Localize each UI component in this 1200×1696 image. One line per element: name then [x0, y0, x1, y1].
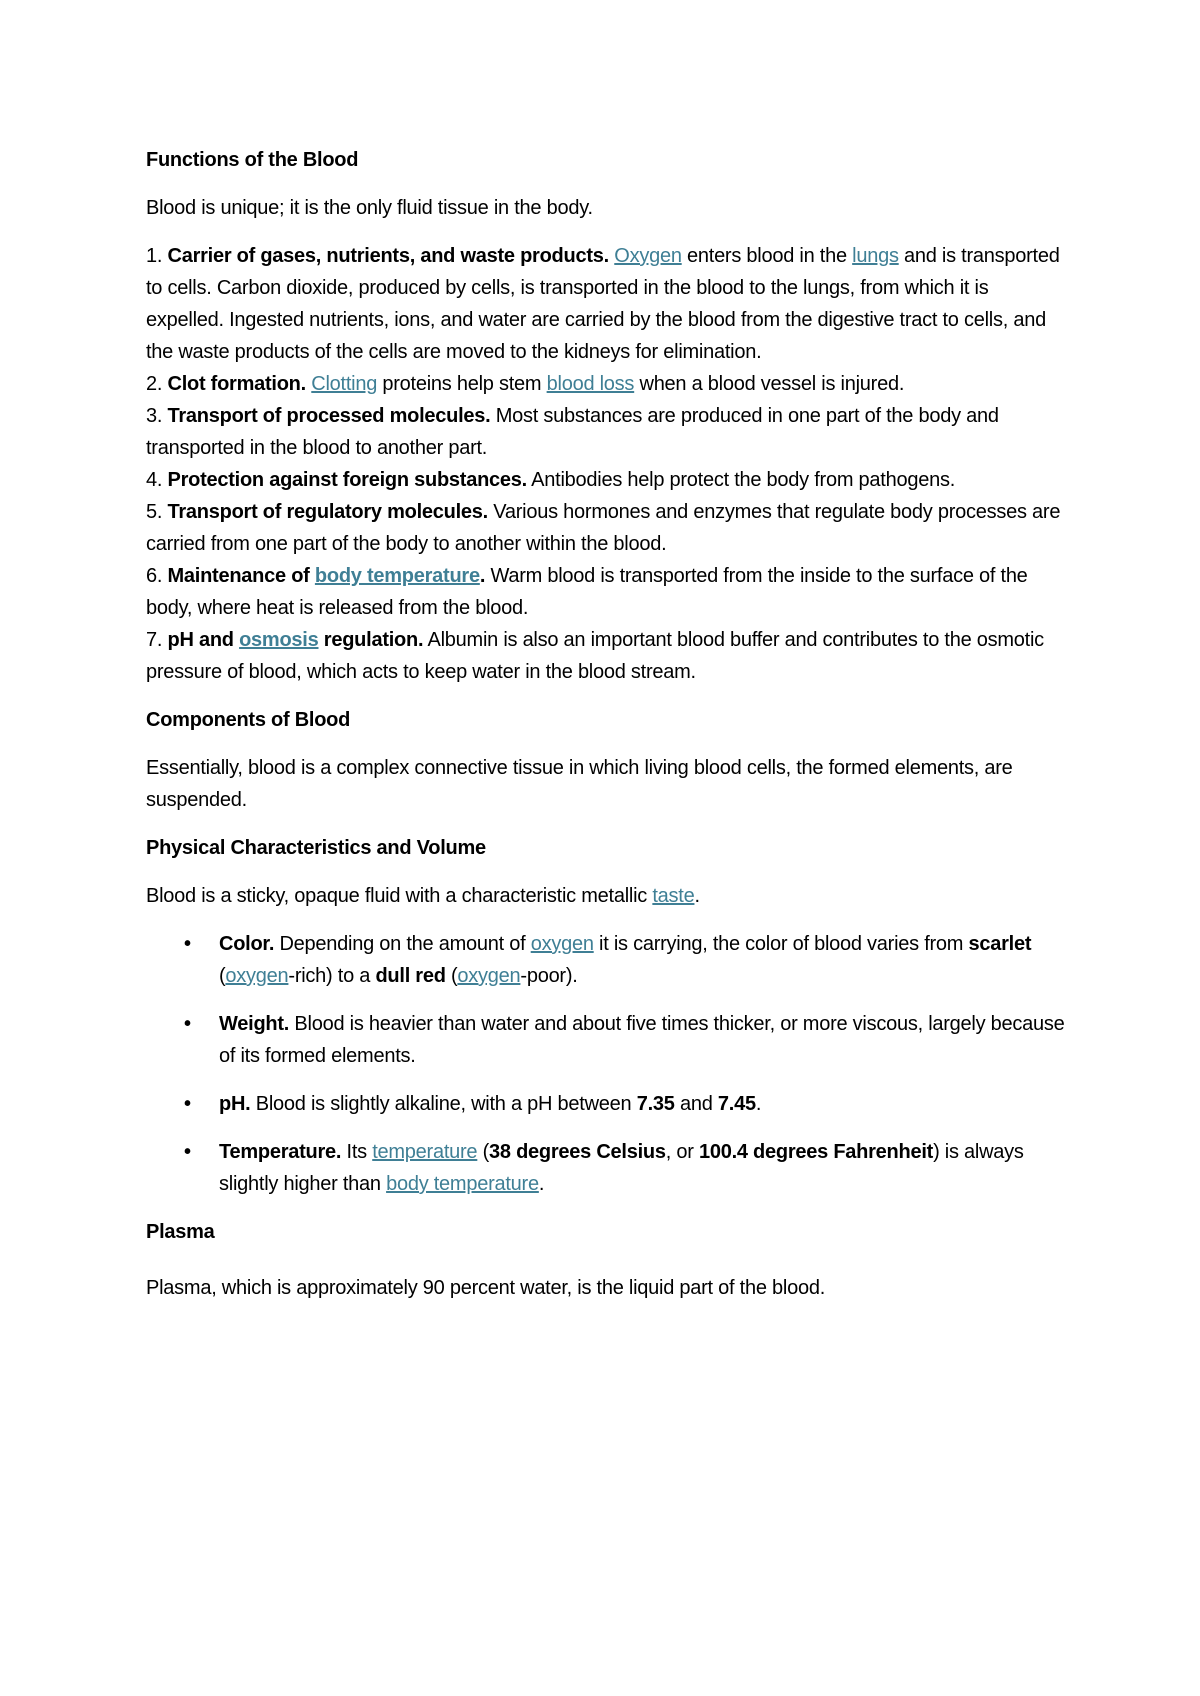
link-osmosis[interactable]: osmosis [239, 629, 319, 651]
item-title: Carrier of gases, nutrients, and waste products. [167, 245, 609, 267]
bullet-bold: dull red [375, 965, 446, 987]
bullet-label: pH. [219, 1093, 251, 1115]
link-temperature[interactable]: temperature [372, 1141, 478, 1163]
heading-components: Components of Blood [146, 709, 351, 731]
item-number: 4. [146, 469, 168, 491]
bullet-text: . [755, 1093, 762, 1115]
physical-intro-end: . [694, 885, 700, 907]
physical-intro [146, 880, 1066, 912]
bullet-text: . [538, 1173, 545, 1195]
bullet-temperature [146, 1136, 1066, 1200]
bullet-text: Its [341, 1141, 373, 1163]
functions-list [146, 240, 1066, 688]
item-number: 7. [146, 629, 168, 651]
bullet-label: Color. [219, 933, 275, 955]
item-text: Antibodies help protect the body from pathogens. [526, 469, 956, 491]
bullet-text: and [674, 1093, 718, 1115]
link-oxygen[interactable]: oxygen [457, 965, 521, 987]
components-paragraph: Essentially, blood is a complex connective tissue in which living blood cells, the formed elements, are suspended. [146, 757, 1013, 811]
bullet-icon: • [184, 1141, 191, 1163]
bullet-icon: • [184, 1013, 191, 1035]
item-text: Albumin is also an important blood buffer and contributes to the osmotic pressure of blood, which acts to keep water in the blood stream. [146, 629, 1044, 683]
function-item-1 [146, 240, 1066, 368]
link-oxygen[interactable]: Oxygen [614, 245, 682, 267]
heading-physical: Physical Characteristics and Volume [146, 837, 486, 859]
item-text: Warm blood is transported from the inside to the surface of the body, where heat is released from the blood. [146, 565, 1028, 619]
item-text: proteins help stem [377, 373, 547, 395]
item-title-end: . [479, 565, 486, 587]
item-text: enters blood in the [681, 245, 853, 267]
bullet-icon: • [184, 1093, 191, 1115]
link-oxygen[interactable]: oxygen [530, 933, 594, 955]
function-item-3 [146, 400, 1066, 464]
bullet-text: ( [445, 965, 458, 987]
bullet-text: , or [665, 1141, 699, 1163]
bullet-bold: 7.35 [636, 1093, 675, 1115]
item-number: 5. [146, 501, 168, 523]
document-page [146, 144, 1066, 1320]
heading-functions: Functions of the Blood [146, 149, 359, 171]
heading-plasma: Plasma [146, 1221, 215, 1243]
item-title: Protection against foreign substances. [167, 469, 527, 491]
item-text: Various hormones and enzymes that regulate body processes are carried from one part of the body to another within the blood. [146, 501, 1061, 555]
bullet-bold: 100.4 degrees Fahrenheit [698, 1141, 934, 1163]
bullet-text: Blood is heavier than water and about five times thicker, or more viscous, largely because of its formed elements. [219, 1013, 1065, 1067]
link-taste[interactable]: taste [652, 885, 695, 907]
bullet-bold: 7.45 [717, 1093, 756, 1115]
bullet-text: Blood is slightly alkaline, with a pH between [250, 1093, 637, 1115]
bullet-text: ) is always slightly higher than [219, 1141, 1024, 1195]
intro-paragraph: Blood is unique; it is the only fluid tissue in the body. [146, 197, 593, 219]
item-title: Clot formation. [167, 373, 306, 395]
bullet-text: Depending on the amount of [274, 933, 531, 955]
link-oxygen[interactable]: oxygen [225, 965, 289, 987]
plasma-paragraph: Plasma, which is approximately 90 percent water, is the liquid part of the blood. [146, 1277, 826, 1299]
item-text: Most substances are produced in one part of the body and transported in the blood to another part. [146, 405, 999, 459]
bullet-icon: • [184, 933, 191, 955]
item-number: 2. [146, 373, 168, 395]
link-clotting[interactable]: Clotting [311, 373, 378, 395]
bullet-label: Weight. [219, 1013, 290, 1035]
bullet-text: it is carrying, the color of blood varies from [593, 933, 969, 955]
bullet-ph [146, 1088, 1066, 1120]
item-number: 1. [146, 245, 168, 267]
physical-intro-text: Blood is a sticky, opaque fluid with a characteristic metallic [146, 885, 653, 907]
function-item-6 [146, 560, 1066, 624]
function-item-2 [146, 368, 1066, 400]
item-title-end: regulation. [318, 629, 424, 651]
bullet-text: ( [219, 965, 226, 987]
item-number: 6. [146, 565, 168, 587]
item-number: 3. [146, 405, 168, 427]
item-text: and is transported to cells. Carbon dioxide, produced by cells, is transported in the blood to the lungs, from which it is expelled. Ingested nutrients, ions, and water are carried by the blood from the digestive tract to cells, and the waste products of the cells are moved to the kidneys for elimination. [146, 245, 1060, 363]
item-title: Transport of regulatory molecules. [167, 501, 488, 523]
link-body-temperature[interactable]: body temperature [386, 1173, 539, 1195]
characteristics-list [146, 928, 1066, 1200]
item-title: Transport of processed molecules. [167, 405, 491, 427]
bullet-text: ( [477, 1141, 490, 1163]
bullet-bold: scarlet [968, 933, 1032, 955]
bullet-bold: 38 degrees Celsius [489, 1141, 666, 1163]
link-blood-loss[interactable]: blood loss [546, 373, 635, 395]
link-lungs[interactable]: lungs [852, 245, 899, 267]
link-body-temperature[interactable]: body temperature [314, 565, 480, 587]
bullet-color [146, 928, 1066, 992]
bullet-text: -poor). [520, 965, 578, 987]
item-title: pH and [167, 629, 240, 651]
bullet-label: Temperature. [219, 1141, 342, 1163]
item-text: when a blood vessel is injured. [634, 373, 905, 395]
function-item-7 [146, 624, 1066, 688]
function-item-5 [146, 496, 1066, 560]
bullet-text: -rich) to a [288, 965, 376, 987]
function-item-4 [146, 464, 1066, 496]
bullet-weight [146, 1008, 1066, 1072]
item-title: Maintenance of [167, 565, 315, 587]
